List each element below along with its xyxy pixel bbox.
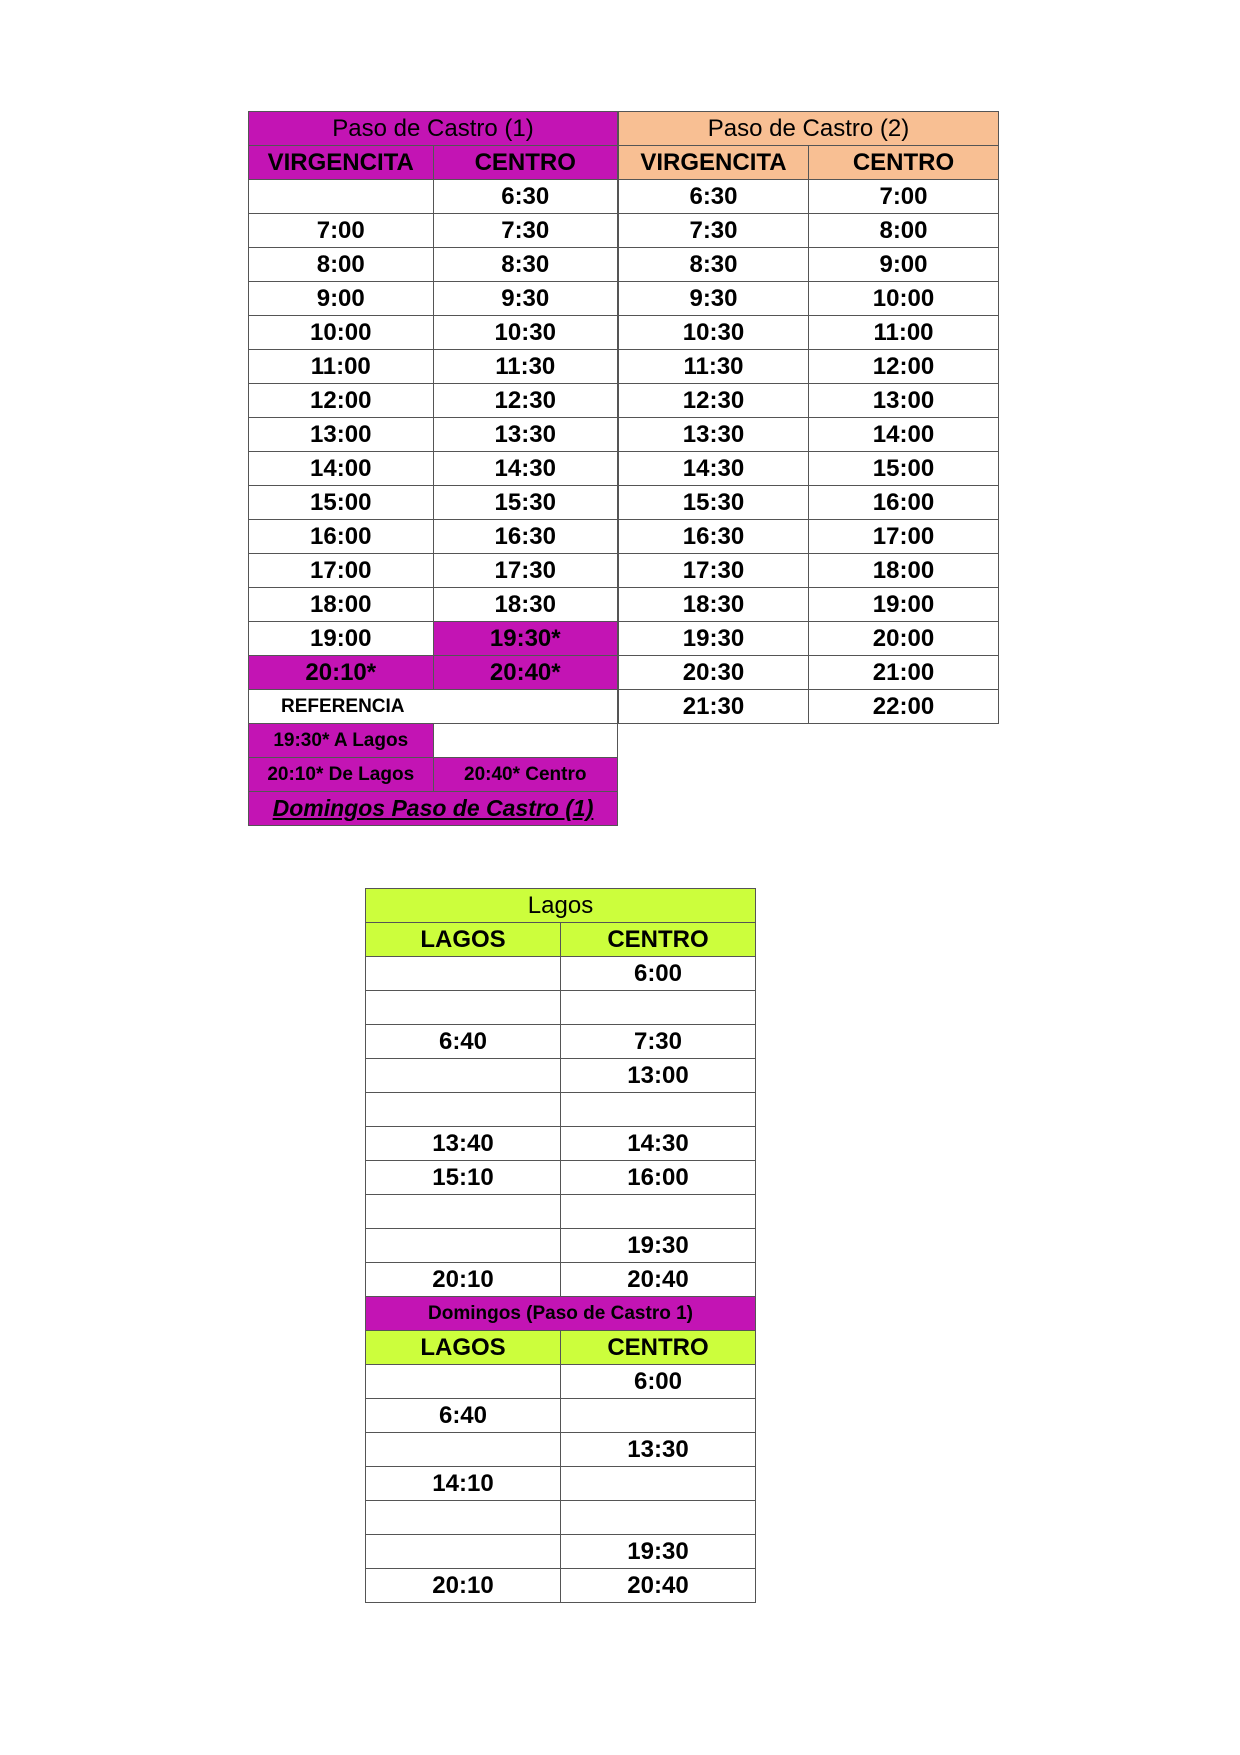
- virgencita-time: 18:30: [619, 588, 809, 622]
- centro-time: 6:30: [433, 180, 618, 214]
- virgencita-time: 10:30: [619, 316, 809, 350]
- virgencita-time: 14:00: [249, 452, 434, 486]
- lagos-time: 20:10: [366, 1569, 561, 1603]
- centro-time: 11:00: [809, 316, 999, 350]
- virgencita-time: 8:00: [249, 248, 434, 282]
- ref-de-lagos: 20:10* De Lagos: [249, 758, 434, 792]
- table-row: [366, 991, 756, 1025]
- centro-time: 22:00: [809, 690, 999, 724]
- virgencita-time: 13:30: [619, 418, 809, 452]
- lagos-time: [366, 1501, 561, 1535]
- table-row: [366, 1263, 756, 1297]
- centro-time: 10:00: [809, 282, 999, 316]
- centro-time-special: 20:40*: [433, 656, 618, 690]
- table-row: [366, 957, 756, 991]
- virgencita-time: 21:30: [619, 690, 809, 724]
- centro-time: 16:00: [561, 1161, 756, 1195]
- lagos-time: 6:40: [366, 1399, 561, 1433]
- centro-time: 17:30: [433, 554, 618, 588]
- table-row: [366, 1195, 756, 1229]
- col-virgencita-header: VIRGENCITA: [619, 146, 809, 180]
- centro-time: 20:40: [561, 1569, 756, 1603]
- centro-time: 18:30: [433, 588, 618, 622]
- lagos-time: [366, 1195, 561, 1229]
- table-row: [619, 214, 999, 248]
- table-row: [249, 248, 618, 282]
- virgencita-time: 9:00: [249, 282, 434, 316]
- table-row: [619, 690, 999, 724]
- table-row: [249, 452, 618, 486]
- centro-time: [561, 991, 756, 1025]
- centro-time: 19:30: [561, 1535, 756, 1569]
- table-row: [249, 520, 618, 554]
- paso-castro-2-table: [618, 111, 999, 724]
- centro-time: 12:00: [809, 350, 999, 384]
- centro-time: 18:00: [809, 554, 999, 588]
- virgencita-time: 19:30: [619, 622, 809, 656]
- virgencita-time: 17:30: [619, 554, 809, 588]
- table-row: [366, 1127, 756, 1161]
- centro-time: 16:30: [433, 520, 618, 554]
- lagos-time: [366, 1433, 561, 1467]
- table-row: [366, 1229, 756, 1263]
- centro-time: 14:30: [433, 452, 618, 486]
- col-centro-header: CENTRO: [433, 146, 618, 180]
- table-row: [366, 1501, 756, 1535]
- table-row: [366, 1161, 756, 1195]
- table-row: [619, 486, 999, 520]
- virgencita-time: 11:00: [249, 350, 434, 384]
- table-row: [619, 588, 999, 622]
- col-centro-header: CENTRO: [809, 146, 999, 180]
- centro-time: 15:30: [433, 486, 618, 520]
- table-row: [619, 520, 999, 554]
- centro-time: 20:00: [809, 622, 999, 656]
- ref-centro: 20:40* Centro: [433, 758, 618, 792]
- virgencita-time: 18:00: [249, 588, 434, 622]
- table-row: [619, 554, 999, 588]
- table-row: [366, 1569, 756, 1603]
- referencia-label: REFERENCIA: [249, 690, 618, 724]
- virgencita-time: 16:00: [249, 520, 434, 554]
- table-row: [366, 1433, 756, 1467]
- centro-time: [561, 1501, 756, 1535]
- col-virgencita-header: VIRGENCITA: [249, 146, 434, 180]
- table-row: [249, 214, 618, 248]
- centro-time: 9:00: [809, 248, 999, 282]
- centro-time: 7:30: [561, 1025, 756, 1059]
- centro-time: 16:00: [809, 486, 999, 520]
- table-row: [619, 180, 999, 214]
- centro-time: 9:30: [433, 282, 618, 316]
- table-row: [366, 1025, 756, 1059]
- centro-time: 11:30: [433, 350, 618, 384]
- ref-empty-cell: [433, 724, 618, 758]
- paso-castro-1-table: [248, 111, 618, 826]
- virgencita-time: [249, 180, 434, 214]
- centro-time: 6:00: [561, 1365, 756, 1399]
- table-row: [249, 554, 618, 588]
- lagos-time: [366, 957, 561, 991]
- virgencita-time: 13:00: [249, 418, 434, 452]
- centro-time: 8:00: [809, 214, 999, 248]
- centro-time-special: 19:30*: [433, 622, 618, 656]
- virgencita-time: 10:00: [249, 316, 434, 350]
- centro-time: 8:30: [433, 248, 618, 282]
- virgencita-time: 17:00: [249, 554, 434, 588]
- table-row: [619, 282, 999, 316]
- table-row: [619, 350, 999, 384]
- table-row: [619, 316, 999, 350]
- ref-a-lagos: 19:30* A Lagos: [249, 724, 434, 758]
- table-row: [249, 418, 618, 452]
- table-row: [249, 180, 618, 214]
- centro-time: 14:30: [561, 1127, 756, 1161]
- table-row: [249, 350, 618, 384]
- paso-castro-1-title: Paso de Castro (1): [249, 112, 618, 146]
- virgencita-time: 8:30: [619, 248, 809, 282]
- centro-time: 13:00: [809, 384, 999, 418]
- virgencita-time: 19:00: [249, 622, 434, 656]
- virgencita-time: 7:30: [619, 214, 809, 248]
- lagos-time: 6:40: [366, 1025, 561, 1059]
- table-row: [249, 588, 618, 622]
- domingos-note: Domingos Paso de Castro (1): [249, 792, 618, 826]
- virgencita-time: 14:30: [619, 452, 809, 486]
- table-row: [249, 282, 618, 316]
- table-row: [249, 316, 618, 350]
- lagos-time: 14:10: [366, 1467, 561, 1501]
- lagos-time: [366, 1229, 561, 1263]
- centro-time: 13:00: [561, 1059, 756, 1093]
- table-row: [366, 1365, 756, 1399]
- virgencita-time-special: 20:10*: [249, 656, 434, 690]
- centro-time: 17:00: [809, 520, 999, 554]
- virgencita-time: 15:30: [619, 486, 809, 520]
- lagos-time: [366, 1093, 561, 1127]
- lagos-title: Lagos: [366, 889, 756, 923]
- centro-time: [561, 1399, 756, 1433]
- virgencita-time: 7:00: [249, 214, 434, 248]
- table-row: [619, 452, 999, 486]
- centro-time: 12:30: [433, 384, 618, 418]
- table-row: [366, 1059, 756, 1093]
- centro-time: 6:00: [561, 957, 756, 991]
- lagos-time: 15:10: [366, 1161, 561, 1195]
- centro-time: 13:30: [433, 418, 618, 452]
- paso-castro-2-title: Paso de Castro (2): [619, 112, 999, 146]
- dom-col-lagos-header: LAGOS: [366, 1331, 561, 1365]
- table-row: [619, 384, 999, 418]
- table-row: [249, 384, 618, 418]
- centro-time: 20:40: [561, 1263, 756, 1297]
- table-row: [366, 1093, 756, 1127]
- table-row: [366, 1535, 756, 1569]
- virgencita-time: 16:30: [619, 520, 809, 554]
- lagos-time: [366, 1365, 561, 1399]
- lagos-time: [366, 1535, 561, 1569]
- lagos-table: [365, 888, 756, 1603]
- table-row: [619, 622, 999, 656]
- centro-time: [561, 1467, 756, 1501]
- centro-time: [561, 1093, 756, 1127]
- lagos-time: 13:40: [366, 1127, 561, 1161]
- col-lagos-header: LAGOS: [366, 923, 561, 957]
- lagos-time: [366, 991, 561, 1025]
- virgencita-time: 11:30: [619, 350, 809, 384]
- centro-time: 15:00: [809, 452, 999, 486]
- virgencita-time: 12:30: [619, 384, 809, 418]
- lagos-time: 20:10: [366, 1263, 561, 1297]
- virgencita-time: 9:30: [619, 282, 809, 316]
- centro-time: 21:00: [809, 656, 999, 690]
- centro-time: 19:30: [561, 1229, 756, 1263]
- centro-time: 10:30: [433, 316, 618, 350]
- centro-time: 19:00: [809, 588, 999, 622]
- dom-col-centro-header: CENTRO: [561, 1331, 756, 1365]
- centro-time: 7:30: [433, 214, 618, 248]
- centro-time: [561, 1195, 756, 1229]
- table-row: [619, 248, 999, 282]
- centro-time: 7:00: [809, 180, 999, 214]
- table-row: [366, 1399, 756, 1433]
- virgencita-time: 15:00: [249, 486, 434, 520]
- domingos-title: Domingos (Paso de Castro 1): [366, 1297, 756, 1331]
- table-row: [619, 656, 999, 690]
- table-row: [249, 486, 618, 520]
- virgencita-time: 20:30: [619, 656, 809, 690]
- col-centro-header: CENTRO: [561, 923, 756, 957]
- centro-time: 13:30: [561, 1433, 756, 1467]
- virgencita-time: 12:00: [249, 384, 434, 418]
- lagos-time: [366, 1059, 561, 1093]
- centro-time: 14:00: [809, 418, 999, 452]
- virgencita-time: 6:30: [619, 180, 809, 214]
- table-row: [619, 418, 999, 452]
- table-row: [366, 1467, 756, 1501]
